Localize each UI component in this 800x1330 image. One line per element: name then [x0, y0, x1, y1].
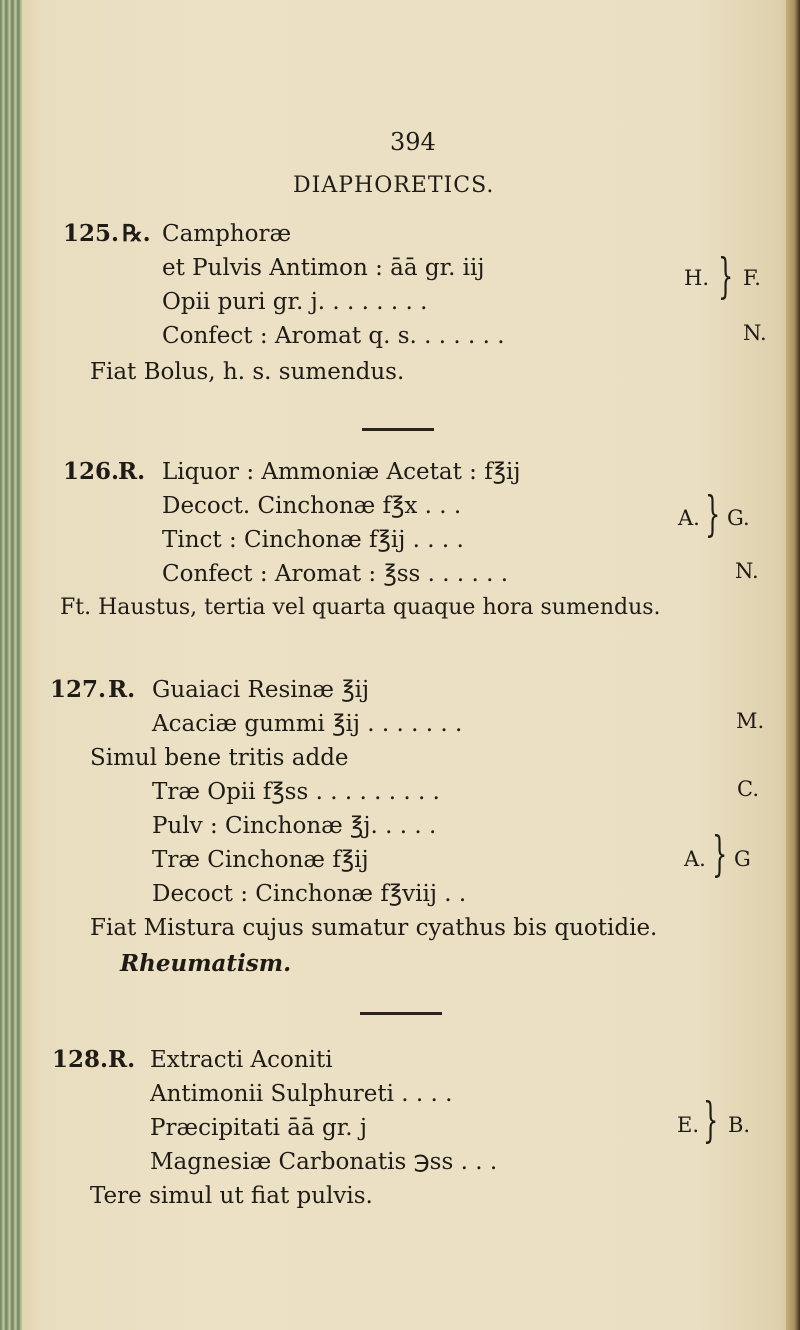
recipe-line: Decoct : Cinchonæ f℥viij . .: [152, 881, 467, 907]
author-initial: G: [734, 847, 751, 871]
recipe-directions: Tere simul ut fiat pulvis.: [90, 1183, 373, 1209]
right-page-edge: [786, 0, 800, 1330]
recipe-number: 128.: [52, 1046, 109, 1073]
rx-symbol: R.: [118, 458, 146, 485]
author-initial: B.: [728, 1113, 751, 1137]
recipe-line: Præcipitati āā gr. j: [150, 1115, 367, 1141]
recipe-number: 125.: [63, 220, 120, 247]
rx-symbol: R.: [108, 1046, 136, 1073]
recipe-line: Liquor : Ammoniæ Acetat : f℥ij: [162, 459, 521, 485]
recipe-line: Extracti Aconiti: [150, 1047, 333, 1073]
recipe-directions: Fiat Mistura cujus sumatur cyathus bis quotidie.: [90, 915, 658, 941]
author-initial: C.: [737, 777, 759, 801]
section-divider: [360, 1012, 442, 1015]
recipe-line: Opii puri gr. j. . . . . . . .: [162, 289, 428, 315]
recipe-line: Magnesiæ Carbonatis ℈ss . . .: [150, 1149, 498, 1175]
recipe-line: Træ Opii f℥ss . . . . . . . . .: [152, 779, 440, 805]
page-number: 394: [390, 128, 436, 156]
recipe-line: Træ Cinchonæ f℥ij: [152, 847, 369, 873]
recipe-directions: Ft. Haustus, tertia vel quarta quaque hora sumendus.: [60, 595, 661, 620]
recipe-line: Acaciæ gummi ℥ij . . . . . . .: [152, 711, 463, 737]
recipe-line: Antimonii Sulphureti . . . .: [150, 1081, 453, 1107]
recipe-line: Simul bene tritis adde: [90, 745, 349, 771]
recipe-indication: Rheumatism.: [120, 950, 292, 977]
recipe-line: et Pulvis Antimon : āā gr. iij: [162, 255, 485, 281]
brace-icon: }: [712, 826, 728, 882]
author-initial: M.: [736, 709, 765, 733]
recipe-directions: Fiat Bolus, h. s. sumendus.: [90, 359, 405, 385]
author-initial: F.: [743, 266, 761, 290]
recipe-line: Guaiaci Resinæ ℥ij: [152, 677, 370, 703]
author-initial: A.: [684, 847, 706, 871]
recipe-line: Confect : Aromat : ℥ss . . . . . .: [162, 561, 509, 587]
recipe-line: Camphoræ: [162, 221, 292, 247]
brace-icon: }: [705, 486, 721, 542]
recipe-number: 126.: [63, 458, 120, 485]
recipe-line: Decoct. Cinchonæ f℥x . . .: [162, 493, 462, 519]
recipe-line: Tinct : Cinchonæ f℥ij . . . .: [162, 527, 464, 553]
author-initial: N.: [743, 321, 767, 345]
brace-icon: }: [718, 248, 734, 304]
recipe-line: Confect : Aromat q. s. . . . . . .: [162, 323, 505, 349]
rx-symbol: R.: [108, 676, 136, 703]
author-initial: N.: [735, 559, 759, 583]
recipe-line: Pulv : Cinchonæ ℥j. . . . .: [152, 813, 437, 839]
author-initial: G.: [727, 506, 750, 530]
left-binding-edge: [0, 0, 22, 1330]
author-initial: E.: [677, 1113, 700, 1137]
recipe-number: 127.: [50, 676, 107, 703]
section-divider: [362, 428, 434, 431]
author-initial: A.: [678, 506, 700, 530]
rx-symbol: ℞.: [122, 220, 151, 247]
brace-icon: }: [703, 1092, 719, 1148]
page-header: DIAPHORETICS.: [293, 173, 495, 198]
author-initial: H.: [684, 266, 709, 290]
